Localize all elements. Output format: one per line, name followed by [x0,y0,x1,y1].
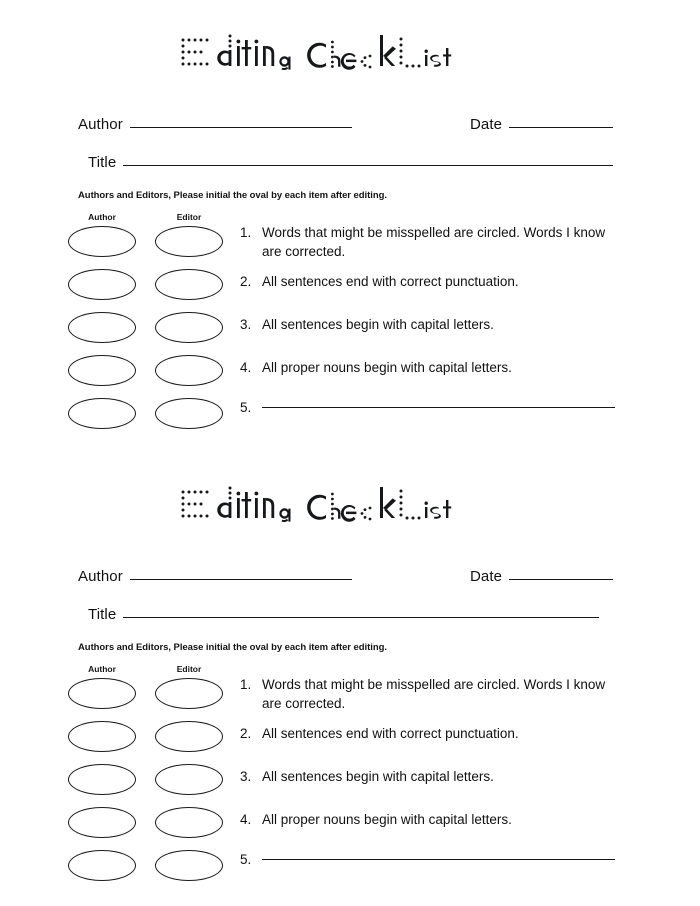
item-number: 5. [240,852,252,867]
editor-initial-oval-1[interactable] [155,678,223,709]
author-initial-oval-1[interactable] [68,226,136,257]
item-number: 3. [240,317,252,332]
author-label: Author [78,116,123,133]
page-title [0,0,700,72]
item-text: All proper nouns begin with capital letters. [262,812,512,827]
blank-rule [262,859,615,860]
author-write-line[interactable] [130,579,352,580]
instruction-text: Authors and Editors, Please initial the oval by each item after editing. [78,190,387,201]
checklist-item [240,675,625,713]
item-number: 4. [240,812,252,827]
item-number: 2. [240,274,252,289]
item-text: All sentences end with correct punctuation. [262,274,519,289]
item-number: 5. [240,400,252,415]
author-field[interactable] [78,568,352,585]
item-text: All proper nouns begin with capital letters. [262,360,512,375]
item-blank-write-line[interactable] [262,850,625,869]
instruction-text: Authors and Editors, Please initial the oval by each item after editing. [78,642,387,653]
page-title [0,452,700,524]
author-initial-oval-5[interactable] [68,398,136,429]
date-label: Date [470,568,503,585]
date-field[interactable] [470,568,613,585]
date-write-line[interactable] [509,127,613,128]
title-field[interactable] [88,154,613,171]
author-initial-oval-4[interactable] [68,355,136,386]
editor-initial-oval-3[interactable] [155,312,223,343]
author-initial-oval-2[interactable] [68,721,136,752]
date-field[interactable] [470,116,613,133]
editor-initial-oval-2[interactable] [155,721,223,752]
author-date-row [0,568,700,596]
checklist-item [240,358,625,377]
column-header-editor: Editor [176,664,202,674]
author-initial-oval-2[interactable] [68,269,136,300]
item-text: All sentences begin with capital letters. [262,317,494,332]
column-header-editor: Editor [176,212,202,222]
item-text: Words that might be misspelled are circled. Words I know are corrected. [262,677,606,711]
title-decorative-text [180,34,520,76]
checklist-item [240,850,625,869]
column-header-author: Author [88,212,116,222]
editor-initial-oval-1[interactable] [155,226,223,257]
editor-initial-oval-3[interactable] [155,764,223,795]
item-text: All sentences begin with capital letters. [262,769,494,784]
editor-initial-oval-5[interactable] [155,398,223,429]
editor-initial-oval-2[interactable] [155,269,223,300]
author-initial-oval-3[interactable] [68,764,136,795]
title-write-line[interactable] [123,617,599,618]
checklist-item [240,398,625,417]
item-number: 2. [240,726,252,741]
checklist-copy-2 [0,452,700,884]
item-number: 3. [240,769,252,784]
author-date-row [0,116,700,144]
blank-rule [262,407,615,408]
title-row [0,154,700,182]
author-field[interactable] [78,116,352,133]
item-blank-write-line[interactable] [262,398,625,417]
title-write-line[interactable] [123,165,613,166]
checklist-item [240,724,625,743]
editor-initial-oval-5[interactable] [155,850,223,881]
editor-initial-oval-4[interactable] [155,355,223,386]
item-number: 1. [240,225,252,240]
title-decorative-text [180,486,520,528]
checklist-item [240,315,625,334]
author-initial-oval-1[interactable] [68,678,136,709]
date-label: Date [470,116,503,133]
checklist-body [0,664,700,884]
checklist-item [240,223,625,261]
item-text: Words that might be misspelled are circled. Words I know are corrected. [262,225,606,259]
item-number: 1. [240,677,252,692]
checklist-body [0,212,700,432]
author-write-line[interactable] [130,127,352,128]
item-number: 4. [240,360,252,375]
checklist-copy-1 [0,0,700,432]
title-row [0,606,700,634]
author-initial-oval-4[interactable] [68,807,136,838]
checklist-item [240,810,625,829]
item-text: All sentences end with correct punctuation. [262,726,519,741]
date-write-line[interactable] [509,579,613,580]
title-field[interactable] [88,606,599,623]
checklist-item [240,767,625,786]
title-label: Title [88,606,117,623]
author-initial-oval-3[interactable] [68,312,136,343]
title-label: Title [88,154,117,171]
column-header-author: Author [88,664,116,674]
checklist-item [240,272,625,291]
author-initial-oval-5[interactable] [68,850,136,881]
author-label: Author [78,568,123,585]
editor-initial-oval-4[interactable] [155,807,223,838]
